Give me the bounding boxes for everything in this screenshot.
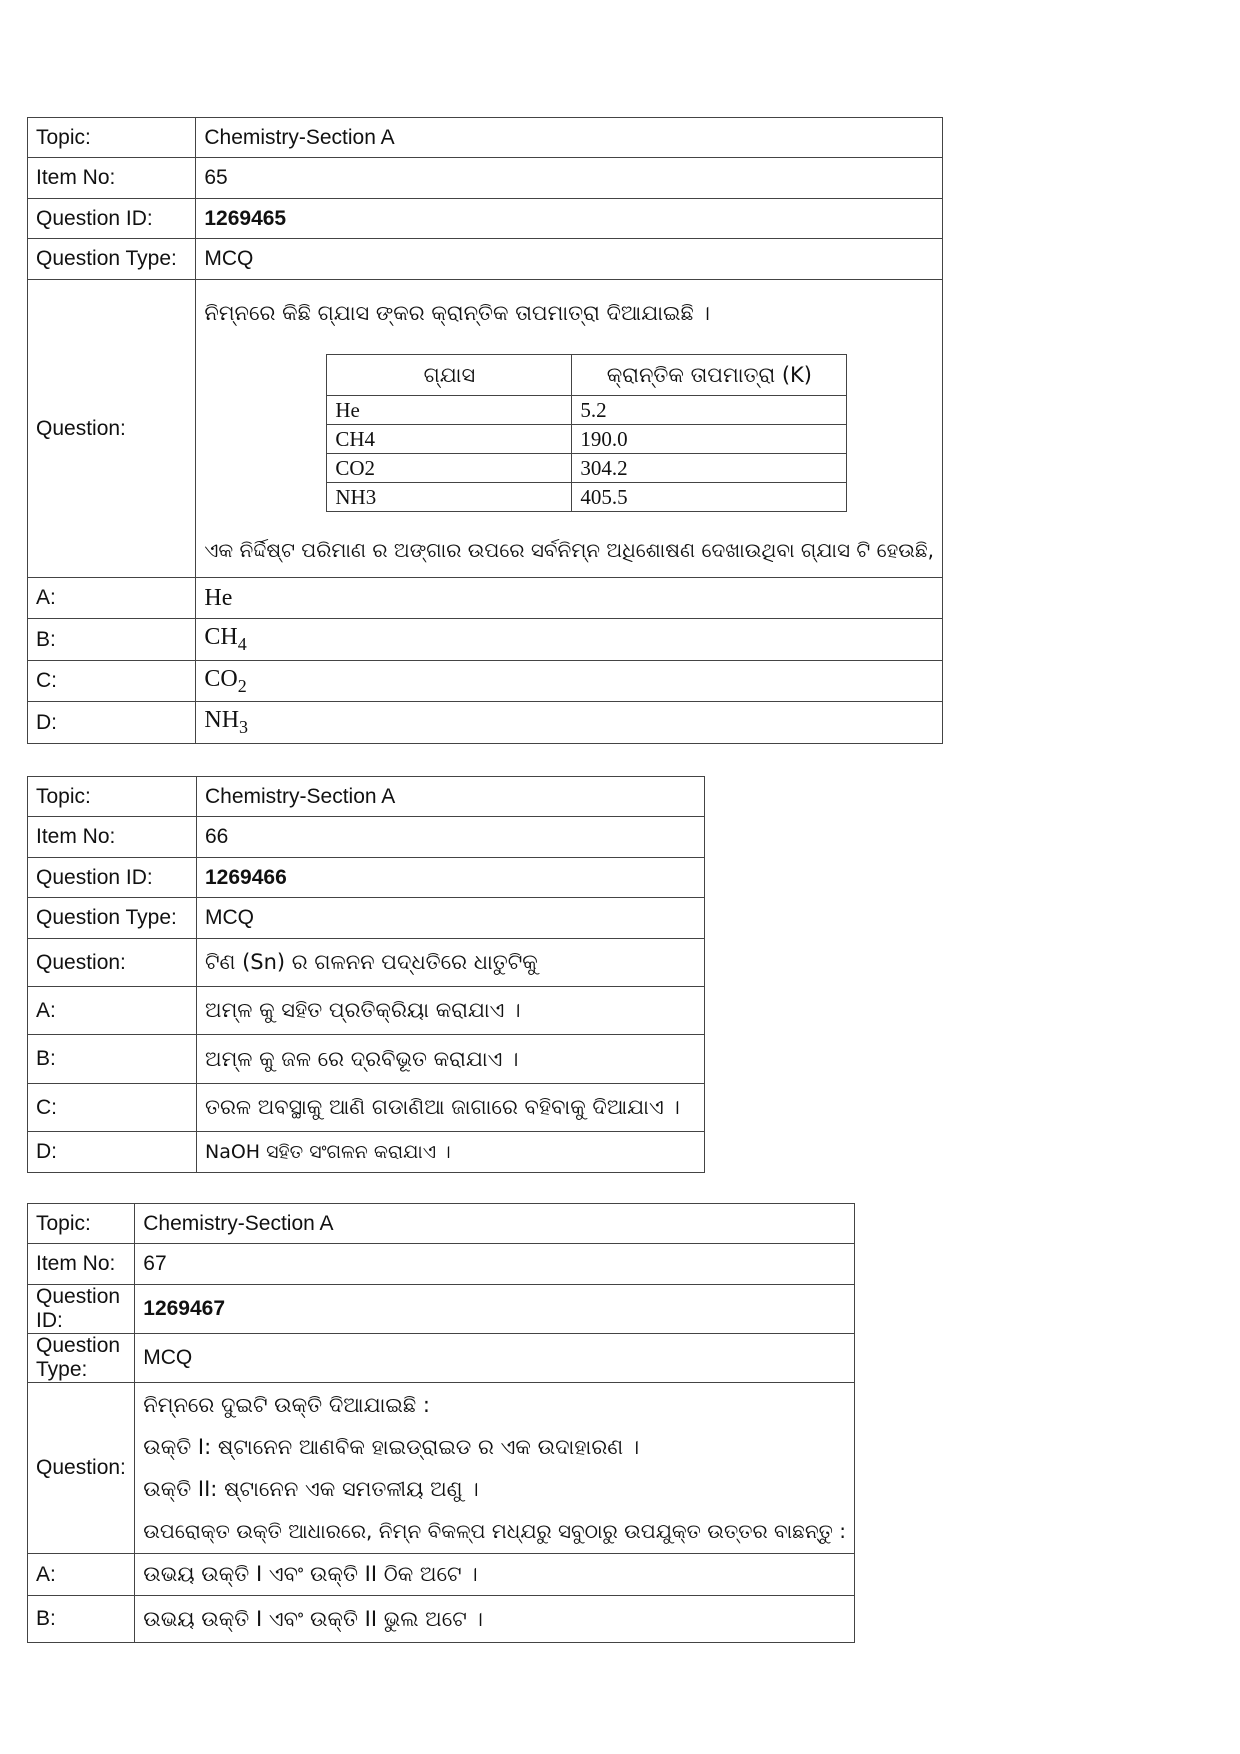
- table-cell: 405.5: [572, 483, 847, 512]
- option-c-text: ତରଳ ଅବସ୍ଥାକୁ ଆଣି ଗଡାଣିଆ ଜାଗାରେ ବହିବାକୁ ଦିଆଯାଏ ।: [197, 1084, 705, 1132]
- item-label: Item No:: [28, 1244, 135, 1285]
- table-cell: 304.2: [572, 454, 847, 483]
- option-label: D:: [28, 702, 196, 744]
- option-label: B:: [28, 619, 196, 661]
- table-cell: CO2: [327, 454, 572, 483]
- table-cell: CH4: [327, 425, 572, 454]
- table-header-temp: କ୍ରାନ୍ତିକ ତାପମାତ୍ରା (K): [572, 355, 847, 396]
- question-line: ଉକ୍ତି I: ଷ୍ଟାନେନ ଆଣବିକ ହାଇଡ୍ରାଇଡ ର ଏକ ଉଦାହାରଣ ।: [143, 1435, 640, 1459]
- topic-label: Topic:: [28, 777, 197, 817]
- option-text: He: [204, 584, 233, 611]
- topic-value: Chemistry-Section A: [135, 1204, 855, 1244]
- option-a-text: [196, 578, 943, 619]
- question-id-label: Question ID:: [28, 199, 196, 239]
- option-a-text: ଅମ୍ଳ କୁ ସହିତ ପ୍ରତିକ୍ରିୟା କରାଯାଏ ।: [197, 987, 705, 1035]
- question-type-label: Question Type:: [28, 239, 196, 280]
- question-id-value: 1269466: [197, 858, 705, 898]
- question-label: Question:: [28, 280, 196, 578]
- question-block-66: [27, 776, 705, 1173]
- topic-value: Chemistry-Section A: [196, 118, 943, 158]
- question-id-value: 1269467: [135, 1285, 855, 1334]
- option-subscript: 3: [239, 716, 249, 737]
- option-label: B:: [28, 1035, 197, 1084]
- option-label: C:: [28, 661, 196, 702]
- question-ending: ଏକ ନିର୍ଦ୍ଦିଷ୍ଟ ପରିମାଣ ର ଅଙ୍ଗାର ଉପରେ ସର୍ବନିମ୍ନ ଅଧିଶୋଷଣ ଦେଖାଉଥିବା ଗ୍ଯାସ ଟି ହେଉଛି,: [204, 538, 934, 562]
- option-text: CO: [204, 665, 238, 692]
- table-row: [327, 425, 847, 454]
- table-row: [327, 483, 847, 512]
- topic-label: Topic:: [28, 118, 196, 158]
- option-label: C:: [28, 1084, 197, 1132]
- item-value: 66: [197, 817, 705, 858]
- option-b-text: ଉଭୟ ଉକ୍ତି I ଏବଂ ଉକ୍ତି II ଭୁଲ ଅଟେ ।: [135, 1596, 855, 1643]
- question-id-label: Question ID:: [28, 1285, 135, 1334]
- question-id-label: Question ID:: [28, 858, 197, 898]
- question-block-65: [27, 117, 943, 744]
- option-label: A:: [28, 578, 196, 619]
- option-c-text: [196, 661, 943, 702]
- option-label: A:: [28, 1554, 135, 1596]
- table-row: [327, 396, 847, 425]
- option-d-text: [196, 702, 943, 744]
- option-text: CH: [204, 624, 238, 651]
- table-row: [327, 454, 847, 483]
- question-type-label: Question Type:: [28, 898, 197, 939]
- table-cell: He: [327, 396, 572, 425]
- topic-value: Chemistry-Section A: [197, 777, 705, 817]
- item-label: Item No:: [28, 158, 196, 199]
- table-header-gas: ଗ୍ଯାସ: [327, 355, 572, 396]
- question-body: [196, 280, 943, 578]
- question-line: ଉପରୋକ୍ତ ଉକ୍ତି ଆଧାରରେ, ନିମ୍ନ ବିକଳ୍ପ ମଧ୍ଯରୁ ସବୁଠାରୁ ଉପଯୁକ୍ତ ଉତ୍ତର ବାଛନ୍ତୁ :: [143, 1519, 846, 1543]
- option-text: NH: [204, 707, 240, 734]
- question-id-value: 1269465: [196, 199, 943, 239]
- option-d-text: NaOH ସହିତ ସଂଗଳନ କରାଯାଏ ।: [197, 1132, 705, 1173]
- option-subscript: 4: [237, 633, 247, 654]
- item-label: Item No:: [28, 817, 197, 858]
- question-line: ଉକ୍ତି II: ଷ୍ଟାନେନ ଏକ ସମତଳୀୟ ଅଣୁ ।: [143, 1477, 479, 1501]
- question-type-value: MCQ: [197, 898, 705, 939]
- question-line: ନିମ୍ନରେ ଦୁଇଟି ଉକ୍ତି ଦିଆଯାଇଛି :: [143, 1393, 430, 1417]
- option-label: A:: [28, 987, 197, 1035]
- question-type-label: Question Type:: [28, 1334, 135, 1383]
- table-cell: 5.2: [572, 396, 847, 425]
- table-cell: 190.0: [572, 425, 847, 454]
- option-label: B:: [28, 1596, 135, 1643]
- table-cell: NH3: [327, 483, 572, 512]
- question-text: ଟିଣ (Sn) ର ଗଳନନ ପଦ୍ଧତିରେ ଧାତୁଟିକୁ: [197, 939, 705, 987]
- question-block-67: [27, 1203, 855, 1643]
- question-type-value: MCQ: [196, 239, 943, 280]
- item-value: 65: [196, 158, 943, 199]
- option-b-text: [196, 619, 943, 661]
- question-intro: ନିମ୍ନରେ କିଛି ଗ୍ଯାସ ଙ୍କର କ୍ରାନ୍ତିକ ତାପମାତ୍ରା ଦିଆଯାଇଛି ।: [204, 301, 710, 325]
- option-a-text: ଉଭୟ ଉକ୍ତି I ଏବଂ ଉକ୍ତି II ଠିକ ଅଟେ ।: [135, 1554, 855, 1596]
- option-subscript: 2: [237, 675, 247, 696]
- option-label: D:: [28, 1132, 197, 1173]
- topic-label: Topic:: [28, 1204, 135, 1244]
- item-value: 67: [135, 1244, 855, 1285]
- option-b-text: ଅମ୍ଳ କୁ ଜଳ ରେ ଦ୍ରବିଭୂତ କରାଯାଏ ।: [197, 1035, 705, 1084]
- question-label: Question:: [28, 1383, 135, 1554]
- question-body: [135, 1383, 855, 1554]
- question-label: Question:: [28, 939, 197, 987]
- question-type-value: MCQ: [135, 1334, 855, 1383]
- critical-temperature-table: [326, 354, 847, 512]
